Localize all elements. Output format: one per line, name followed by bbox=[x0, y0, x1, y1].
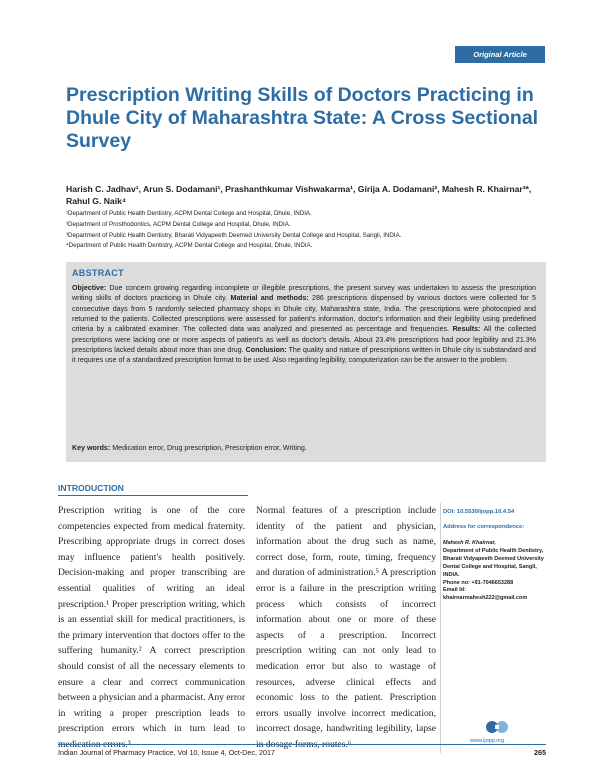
conclusion-text: The quality and nature of prescriptions written in Dhule city is substandard and it requires use of a standardized prescription format to be used. Also regarding legibility, computerization can be the answer to the problem. bbox=[72, 346, 536, 365]
journal-website: www.ijopp.org bbox=[470, 738, 505, 744]
correspondence-email: Email Id: khairnarmahesh222@gmail.com bbox=[443, 587, 528, 602]
journal-citation: Indian Journal of Pharmacy Practice, Vol 10, Issue 4, Oct-Dec, 2017 bbox=[58, 748, 275, 757]
correspondence-phone: Phone no: +91-7046653288 bbox=[443, 579, 514, 586]
paper-title: Prescription Writing Skills of Doctors Practicing in Dhule City of Maharashtra State: A Cross Sectional Survey bbox=[66, 84, 539, 152]
intro-column-1: Prescription writing is one of the core competencies expected from medical fraternity. Prescribing appropriate drugs in correct doses may influence patient's health positively. Decision-making and proper transcribing are essential qualities of writing an ideal prescription.¹ Proper prescription writing, which is an essential skill for medical practitioners, is the primary intervention that doctors offer to the suffering humanity.² A correct prescription should consist of all the necessary elements to ensure a clear and correct communication between a physician and a pharmacist. Any error in writing a proper prescription leads to prescription errors which in turn lead to bbox=[58, 505, 246, 735]
page-number: 265 bbox=[534, 748, 546, 757]
correspondence-heading: Address for correspondence: bbox=[443, 524, 525, 530]
methods-label: Material and methods: bbox=[230, 294, 309, 303]
affiliation-4: ⁴Department of Public Health Dentistry, ACPM Dental College and Hospital, Dhule, INDIA. bbox=[66, 242, 313, 250]
objective-text: Due concern growing regarding incomplete or illegible prescriptions, the present survey was undertaken to assess the prescription writing skills of doctors practicing in Dhule city. bbox=[72, 284, 536, 303]
sidebar-divider bbox=[440, 503, 441, 753]
affiliation-2: ²Department of Prosthodontics, ACPM Dental College and Hospital, Dhule, INDIA. bbox=[66, 220, 291, 228]
article-type-badge: Original Article bbox=[455, 46, 545, 63]
journal-logo-icon bbox=[484, 718, 510, 736]
objective-label: Objective: bbox=[72, 284, 107, 292]
keywords-text: Medication error, Drug prescription, Prescription error, Writing. bbox=[110, 444, 307, 452]
affiliations bbox=[66, 209, 546, 252]
section-rule bbox=[58, 495, 248, 496]
conclusion-label: Conclusion: bbox=[245, 346, 287, 355]
footer-rule bbox=[58, 744, 546, 745]
intro-column-2: Normal features of a prescription include identity of the patient and physician, information about the drug such as name, correct dose, form, route, timing, frequency and duration of administration.⁵ A prescription error is a failure in the prescription writing process which consists of incorrect information about one or more of these aspects of a prescription. Incorrect prescription writing can not only lead to medication error but also to wastage of resources, adverse clinical effects and economic loss to the patient. Prescription errors usually involve incorrect medication, incorrect dosage, handwriting legibility, lapse bbox=[256, 505, 436, 735]
correspondence-details bbox=[443, 540, 546, 603]
keywords bbox=[72, 444, 536, 452]
results-text: All the collected prescriptions were lacking one or more aspects of patient's as well as doctor's details. About 23.4% prescriptions had poor legibility and 21.3% prescriptions lacked details about more than one drug. bbox=[72, 325, 536, 355]
methods-text: 286 prescriptions dispensed by various doctors were collected for 5 consecutive days from 5 randomly selected pharmacy shops in Dhule city, Maharashtra state, India. The prescriptions were photocopied and returned to the patients. Collected prescriptions were assessed for patient's information, doctor's information and their legibility using predefined criteria by a calibrated examiner. The collected data was analyzed and presented as percentage and frequencies. bbox=[72, 294, 536, 334]
abstract-text bbox=[72, 283, 536, 366]
results-label: Results: bbox=[452, 325, 481, 334]
doi: DOI: 10.5530/ijopp.10.4.54 bbox=[443, 509, 515, 515]
author-list: Harish C. Jadhav¹, Arun S. Dodamani¹, Prashanthkumar Vishwakarma¹, Girija A. Dodamani², Mahesh R. Khairnar³*, Rahul G. Naik⁴ bbox=[66, 184, 532, 206]
correspondence-name: Mahesh R. Khairnar, bbox=[443, 540, 496, 546]
introduction-heading: INTRODUCTION bbox=[58, 483, 124, 493]
keywords-label: Key words: bbox=[72, 444, 111, 452]
correspondence-address: Department of Public Health Dentistry, Bharati Vidyapeeth Deemed University Dental College and Hospital, Sangli, INDIA. bbox=[443, 547, 544, 578]
affiliation-1: ¹Department of Public Health Dentistry, ACPM Dental College and Hospital, Dhule, INDIA. bbox=[66, 210, 312, 217]
abstract-heading: ABSTRACT bbox=[72, 268, 124, 278]
affiliation-3: ³Department of Public Health Dentistry, Bharati Vidyapeeth Deemed University Dental College and Hospital, Sangli, INDIA. bbox=[66, 231, 402, 239]
